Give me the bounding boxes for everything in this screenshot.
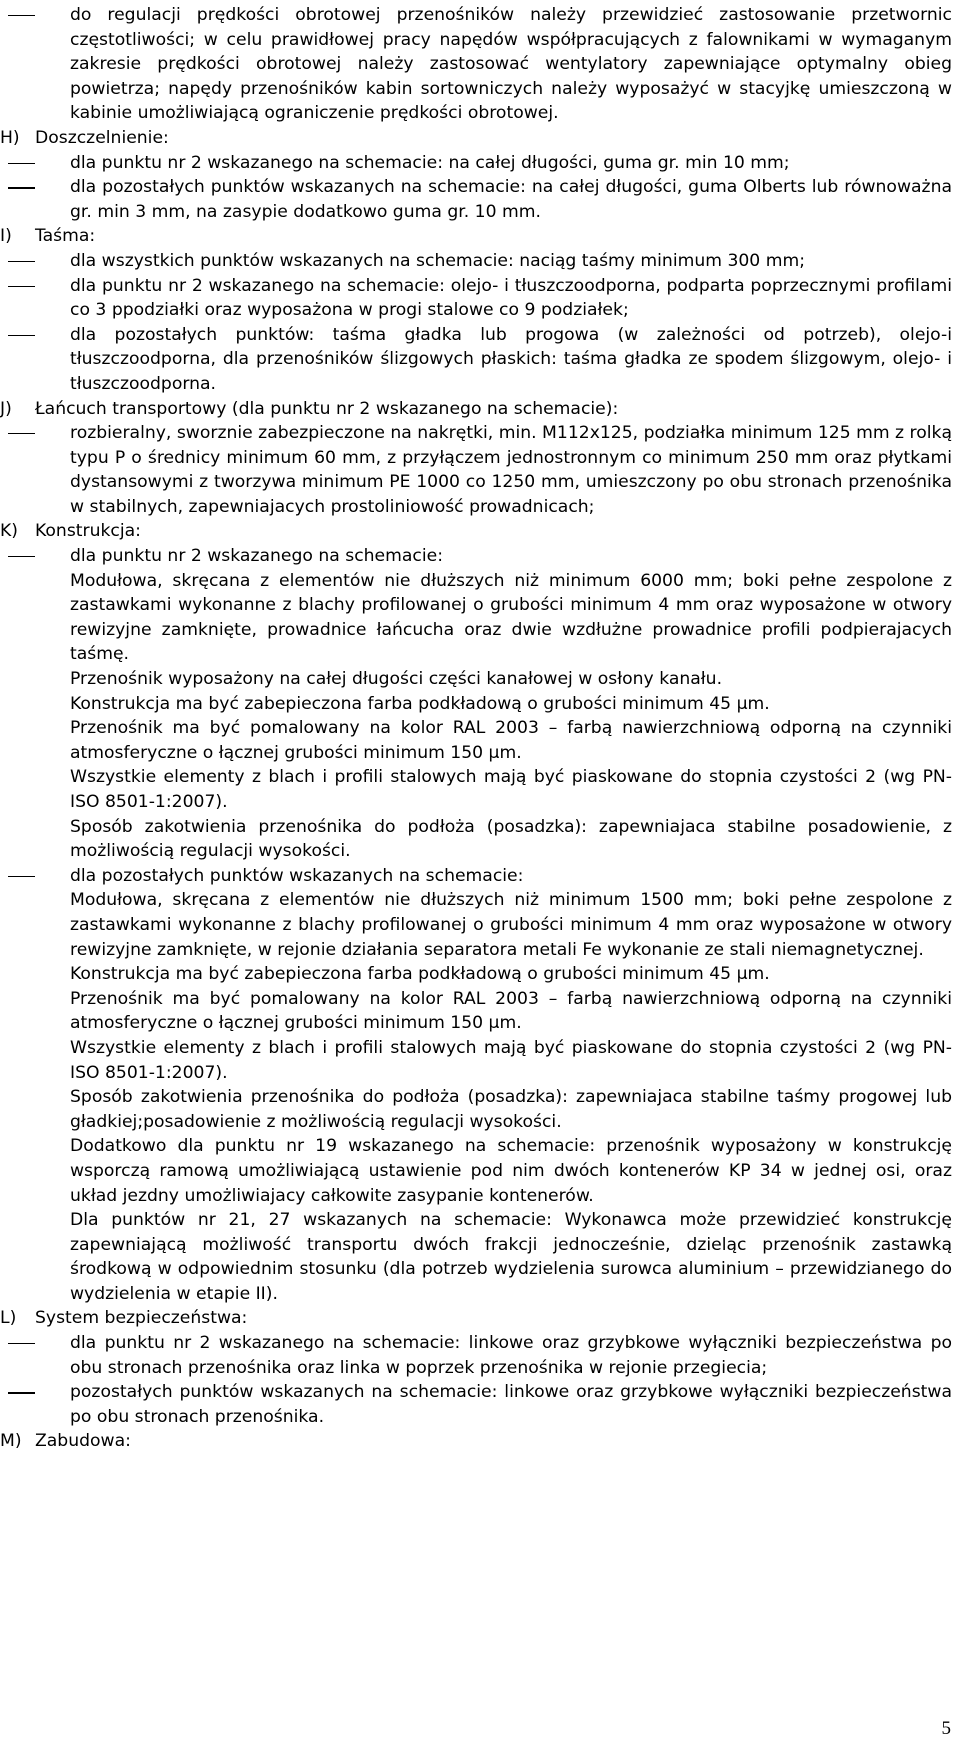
section-letter: I) <box>0 226 12 247</box>
section-title: Łańcuch transportowy (dla punktu nr 2 wskazanego na schemacie): <box>35 398 619 419</box>
paragraph: Sposób zakotwienia przenośnika do podłoża (posadzka): zapewniajaca stabilne posadowienie, z możliwością regulacji wysokości. <box>70 816 952 862</box>
list-item-text: dla pozostałych punktów wskazanych na schemacie: na całej długości, guma Olberts lub równoważna gr. min 3 mm, na zasypie dodatkowo guma gr. 10 mm. <box>70 177 952 222</box>
section-k-heading <box>0 519 960 544</box>
section-title: System bezpieczeństwa: <box>35 1308 248 1329</box>
paragraph: Sposób zakotwienia przenośnika do podłoża (posadzka): zapewniajaca stabilne taśmy progowej lub gładkiej;posadowienie z możliwością regulacji wysokości. <box>70 1087 952 1132</box>
paragraph: Dla punktów nr 21, 27 wskazanych na schemacie: Wykonawca może przewidzieć konstrukcję zapewniającą możliwość transportu dwóch frakcji jednocześnie, dzieląc przenośnik zastawką środkową w odpowiednim stosunku (dla potrzeb wydzielenia surowca aluminium – przewidzianego do wydzielenia w etapie II). <box>70 1210 952 1304</box>
paragraph: Modułowa, skręcana z elementów nie dłuższych niż minimum 6000 mm; boki pełne zespolone z zastawkami wykonanne z blachy profilowanej o grubości minimum 4 mm oraz wyposażone w otwory rewizyjne zamknięte, prowadnice łańcucha oraz dwie wzdłużne prowadnice profili podpierajacych taśmę. <box>70 570 952 665</box>
list-item-text: rozbieralny, sworznie zabezpieczone na nakrętki, min. M112x125, podziałka minimum 125 mm z rolką typu P o średnicy minimum 60 mm, z przyłączem jednostronnym co minimum 250 mm oraz płytkami dystansowymi z tworzywa minimum PE 1000 co 1250 mm, umieszczony po obu stronach przenośnika w stabilnych, zapewniajacych prostoliniowość prowadnicach; <box>70 423 952 517</box>
paragraph: Dodatkowo dla punktu nr 19 wskazanego na schemacie: przenośnik wyposażony w konstrukcję wsporczą ramową umożliwiającą ustawienie pod nim dwóch kontenerów KP 34 w jednej osi, oraz układ jezdny umożliwiajacy całkowite zasypanie kontenerów. <box>70 1136 952 1206</box>
paragraph: Konstrukcja ma być zabepieczona farba podkładową o grubości minimum 45 μm. <box>70 693 770 714</box>
list-item <box>0 151 960 176</box>
list-item <box>0 274 960 323</box>
paragraph: Wszystkie elementy z blach i profili stalowych mają być piaskowane do stopnia czystości 2 (wg PN-ISO 8501-1:2007). <box>70 767 952 812</box>
list-item <box>0 421 960 519</box>
section-letter: H) <box>0 127 20 148</box>
section-title: Taśma: <box>35 226 96 247</box>
list-item-text: pozostałych punktów wskazanych na schemacie: linkowe oraz grzybkowe wyłączniki bezpieczeństwa po obu stronach przenośnika. <box>70 1382 952 1427</box>
list-item <box>0 1380 960 1429</box>
list-item <box>0 249 960 274</box>
section-title: Zabudowa: <box>35 1431 131 1452</box>
section-title: Doszczelnienie: <box>35 127 169 148</box>
list-item <box>0 3 960 126</box>
list-item-text: dla punktu nr 2 wskazanego na schemacie: olejo- i tłuszczoodporna, podparta poprzecznymi profilami co 3 ppodziałki oraz wyposażona w progi stalowe co 9 podziałek; <box>70 275 952 321</box>
list-item-text: dla punktu nr 2 wskazanego na schemacie: linkowe oraz grzybkowe wyłączniki bezpieczeństwa po obu stronach przenośnika oraz linka w poprzek przenośnika w rejonie przegiecia; <box>70 1333 952 1378</box>
paragraph: Modułowa, skręcana z elementów nie dłuższych niż minimum 1500 mm; boki pełne zespolone z zastawkami wykonanne z blachy profilowanej o grubości minimum 4 mm oraz wyposażone w otwory rewizyjne zamknięte, w rejonie działania separatora metali Fe wykonanie ze stali niemagnetycznej. <box>70 890 952 960</box>
section-h-heading <box>0 126 960 151</box>
paragraph: Konstrukcja ma być zabepieczona farba podkładową o grubości minimum 45 μm. <box>70 964 770 985</box>
paragraph: Przenośnik wyposażony na całej długości części kanałowej w osłony kanału. <box>70 669 723 690</box>
list-item <box>0 175 960 224</box>
page-number: 5 <box>941 1718 951 1740</box>
section-j-heading <box>0 397 960 422</box>
section-title: Konstrukcja: <box>35 521 141 542</box>
section-letter: M) <box>0 1431 22 1452</box>
section-l-heading <box>0 1306 960 1331</box>
list-item-text: do regulacji prędkości obrotowej przenośników należy przewidzieć zastosowanie przetwornic częstotliwości; w celu prawidłowej pracy napędów współpracujących z falownikami w wymaganym zakresie prędkości obrotowej należy zastosować wentylatory zapewniające optymalny obieg powietrza; napędy przenośników kabin sortowniczych należy wyposażyć w stacyjkę umieszczoną w kabinie umożliwiającą ograniczenie prędkości obrotowej. <box>70 5 952 124</box>
section-letter: J) <box>0 398 12 419</box>
section-letter: K) <box>0 521 18 542</box>
section-i-heading <box>0 224 960 249</box>
list-item-text: dla pozostałych punktów wskazanych na schemacie: <box>70 865 524 886</box>
list-item <box>0 323 960 397</box>
list-item-text: dla punktu nr 2 wskazanego na schemacie: <box>70 546 443 567</box>
list-item <box>0 544 960 569</box>
section-m-heading <box>0 1429 960 1454</box>
list-item <box>0 864 960 889</box>
list-item-text: dla wszystkich punktów wskazanych na schemacie: naciąg taśmy minimum 300 mm; <box>70 250 805 271</box>
section-letter: L) <box>0 1308 17 1329</box>
paragraph: Przenośnik ma być pomalowany na kolor RAL 2003 – farbą nawierzchniową odporną na czynniki atmosferyczne o łącznej grubości minimum 150 μm. <box>70 988 952 1034</box>
paragraph: Przenośnik ma być pomalowany na kolor RAL 2003 – farbą nawierzchniową odporną na czynniki atmosferyczne o łącznej grubości minimum 150 μm. <box>70 718 952 763</box>
paragraph: Wszystkie elementy z blach i profili stalowych mają być piaskowane do stopnia czystości 2 (wg PN-ISO 8501-1:2007). <box>70 1037 952 1083</box>
list-item-text: dla pozostałych punktów: taśma gładka lub progowa (w zależności od potrzeb), olejo-i tłuszczoodporna, dla przenośników ślizgowych płaskich: taśma gładka ze spodem ślizgowym, olejo- i tłuszczoodporna. <box>70 324 952 394</box>
list-item <box>0 1331 960 1380</box>
list-item-text: dla punktu nr 2 wskazanego na schemacie: na całej długości, guma gr. min 10 mm; <box>70 152 790 173</box>
